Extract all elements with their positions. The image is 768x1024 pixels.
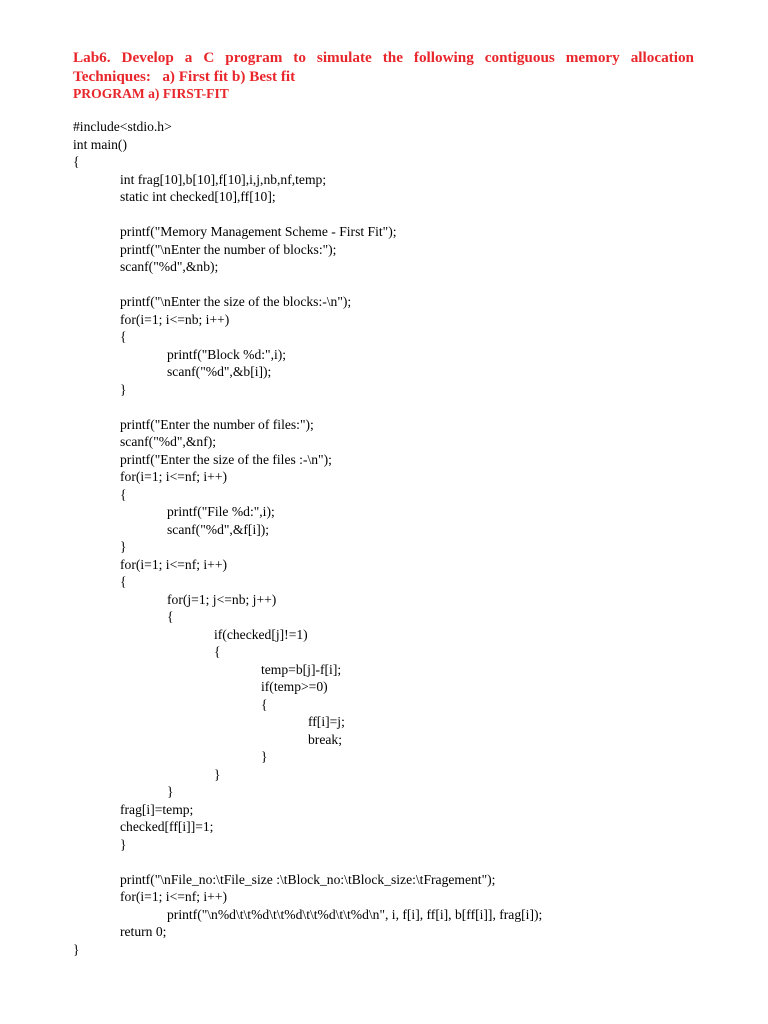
code-line-text: for(i=1; i<=nf; i++) bbox=[120, 556, 228, 572]
code-line-text: } bbox=[120, 381, 127, 397]
code-line-text: { bbox=[261, 696, 268, 712]
code-line-text: scanf("%d",&b[i]); bbox=[167, 364, 272, 379]
lab-title-line-2: Techniques: a) First fit b) Best fit bbox=[73, 68, 296, 85]
code-line-text: int main() bbox=[73, 136, 127, 152]
code-line-text: if(checked[j]!=1) bbox=[214, 626, 308, 642]
code-line-text: scanf("%d",&nf); bbox=[120, 434, 217, 449]
code-line-text: ff[i]=j; bbox=[308, 714, 345, 729]
code-line-text: printf("\nFile_no:\tFile_size :\tBlock_no:\tBlock_size:\tFragement"); bbox=[120, 871, 496, 887]
code-line bbox=[73, 276, 733, 294]
lab-title-line-1: Lab6. Develop a C program to simulate the following contiguous memory allocation bbox=[73, 49, 694, 66]
code-line bbox=[73, 433, 733, 451]
code-line-text: printf("\nEnter the number of blocks:"); bbox=[120, 241, 337, 257]
code-line-text: return 0; bbox=[120, 924, 167, 939]
code-line-text: for(i=1; i<=nb; i++) bbox=[120, 311, 230, 327]
code-line-text: { bbox=[214, 644, 221, 659]
code-line bbox=[73, 188, 733, 206]
code-line bbox=[73, 888, 733, 906]
code-line bbox=[73, 591, 733, 609]
code-line-text: for(i=1; i<=nf; i++) bbox=[120, 469, 228, 484]
code-line-text: } bbox=[73, 941, 80, 957]
code-line bbox=[73, 906, 733, 924]
code-line-text: { bbox=[167, 609, 174, 624]
code-line-text: if(temp>=0) bbox=[261, 679, 328, 694]
code-line bbox=[73, 223, 733, 241]
code-line bbox=[73, 731, 733, 749]
code-line-text: static int checked[10],ff[10]; bbox=[120, 189, 276, 204]
code-line bbox=[73, 626, 733, 644]
code-line bbox=[73, 118, 733, 136]
code-line-text: scanf("%d",&f[i]); bbox=[167, 521, 270, 537]
code-line-text: printf("Block %d:",i); bbox=[167, 346, 287, 362]
lab-title bbox=[73, 48, 694, 86]
code-line bbox=[73, 661, 733, 679]
code-line-text: printf("\nEnter the size of the blocks:-\n"); bbox=[120, 294, 352, 309]
code-line bbox=[73, 241, 733, 259]
code-line bbox=[73, 678, 733, 696]
code-line bbox=[73, 503, 733, 521]
code-line-text: temp=b[j]-f[i]; bbox=[261, 661, 342, 677]
code-line bbox=[73, 538, 733, 556]
code-line-text: scanf("%d",&nb); bbox=[120, 259, 219, 274]
code-line-text: { bbox=[120, 574, 127, 589]
code-line bbox=[73, 521, 733, 539]
code-line bbox=[73, 293, 733, 311]
code-line-text: printf("Enter the size of the files :-\n"); bbox=[120, 451, 332, 467]
code-line bbox=[73, 206, 733, 224]
code-line-text: for(j=1; j<=nb; j++) bbox=[167, 591, 277, 607]
code-line-text: printf("Enter the number of files:"); bbox=[120, 416, 314, 432]
code-line bbox=[73, 416, 733, 434]
code-line bbox=[73, 801, 733, 819]
code-line bbox=[73, 923, 733, 941]
code-line bbox=[73, 136, 733, 154]
code-line bbox=[73, 766, 733, 784]
code-line bbox=[73, 713, 733, 731]
program-subtitle: PROGRAM a) FIRST-FIT bbox=[73, 86, 229, 101]
code-line-text: } bbox=[214, 766, 221, 782]
code-line-text: printf("Memory Management Scheme - First Fit"); bbox=[120, 224, 397, 239]
code-line-text: checked[ff[i]]=1; bbox=[120, 819, 214, 834]
code-line bbox=[73, 643, 733, 661]
code-line bbox=[73, 853, 733, 871]
code-line-text: printf("File %d:",i); bbox=[167, 504, 275, 519]
code-line bbox=[73, 171, 733, 189]
code-line bbox=[73, 556, 733, 574]
code-line bbox=[73, 871, 733, 889]
code-line-text: printf("\n%d\t\t%d\t\t%d\t\t%d\t\t%d\n", i, f[i], ff[i], b[ff[i]], frag[i]); bbox=[167, 906, 543, 922]
code-line bbox=[73, 451, 733, 469]
code-line bbox=[73, 573, 733, 591]
code-line-text: } bbox=[120, 539, 127, 554]
code-line bbox=[73, 608, 733, 626]
code-line-text: for(i=1; i<=nf; i++) bbox=[120, 889, 228, 904]
code-listing bbox=[73, 118, 733, 958]
code-line bbox=[73, 398, 733, 416]
code-line-text: { bbox=[73, 154, 80, 169]
code-line-text: } bbox=[120, 836, 127, 852]
code-line bbox=[73, 258, 733, 276]
code-line bbox=[73, 836, 733, 854]
code-line-text: #include<stdio.h> bbox=[73, 119, 172, 134]
code-line bbox=[73, 696, 733, 714]
code-line-text: int frag[10],b[10],f[10],i,j,nb,nf,temp; bbox=[120, 171, 327, 187]
code-line bbox=[73, 468, 733, 486]
code-line-text: break; bbox=[308, 731, 342, 747]
code-line bbox=[73, 941, 733, 959]
code-line-text: { bbox=[120, 486, 127, 502]
code-line bbox=[73, 748, 733, 766]
code-line bbox=[73, 346, 733, 364]
code-line bbox=[73, 783, 733, 801]
code-line-text: } bbox=[261, 749, 268, 764]
code-line bbox=[73, 311, 733, 329]
code-line bbox=[73, 328, 733, 346]
code-line bbox=[73, 818, 733, 836]
code-line bbox=[73, 153, 733, 171]
code-line bbox=[73, 486, 733, 504]
code-line-text: { bbox=[120, 329, 127, 344]
code-line bbox=[73, 363, 733, 381]
code-line-text: frag[i]=temp; bbox=[120, 801, 194, 817]
code-line-text: } bbox=[167, 784, 174, 799]
code-line bbox=[73, 381, 733, 399]
